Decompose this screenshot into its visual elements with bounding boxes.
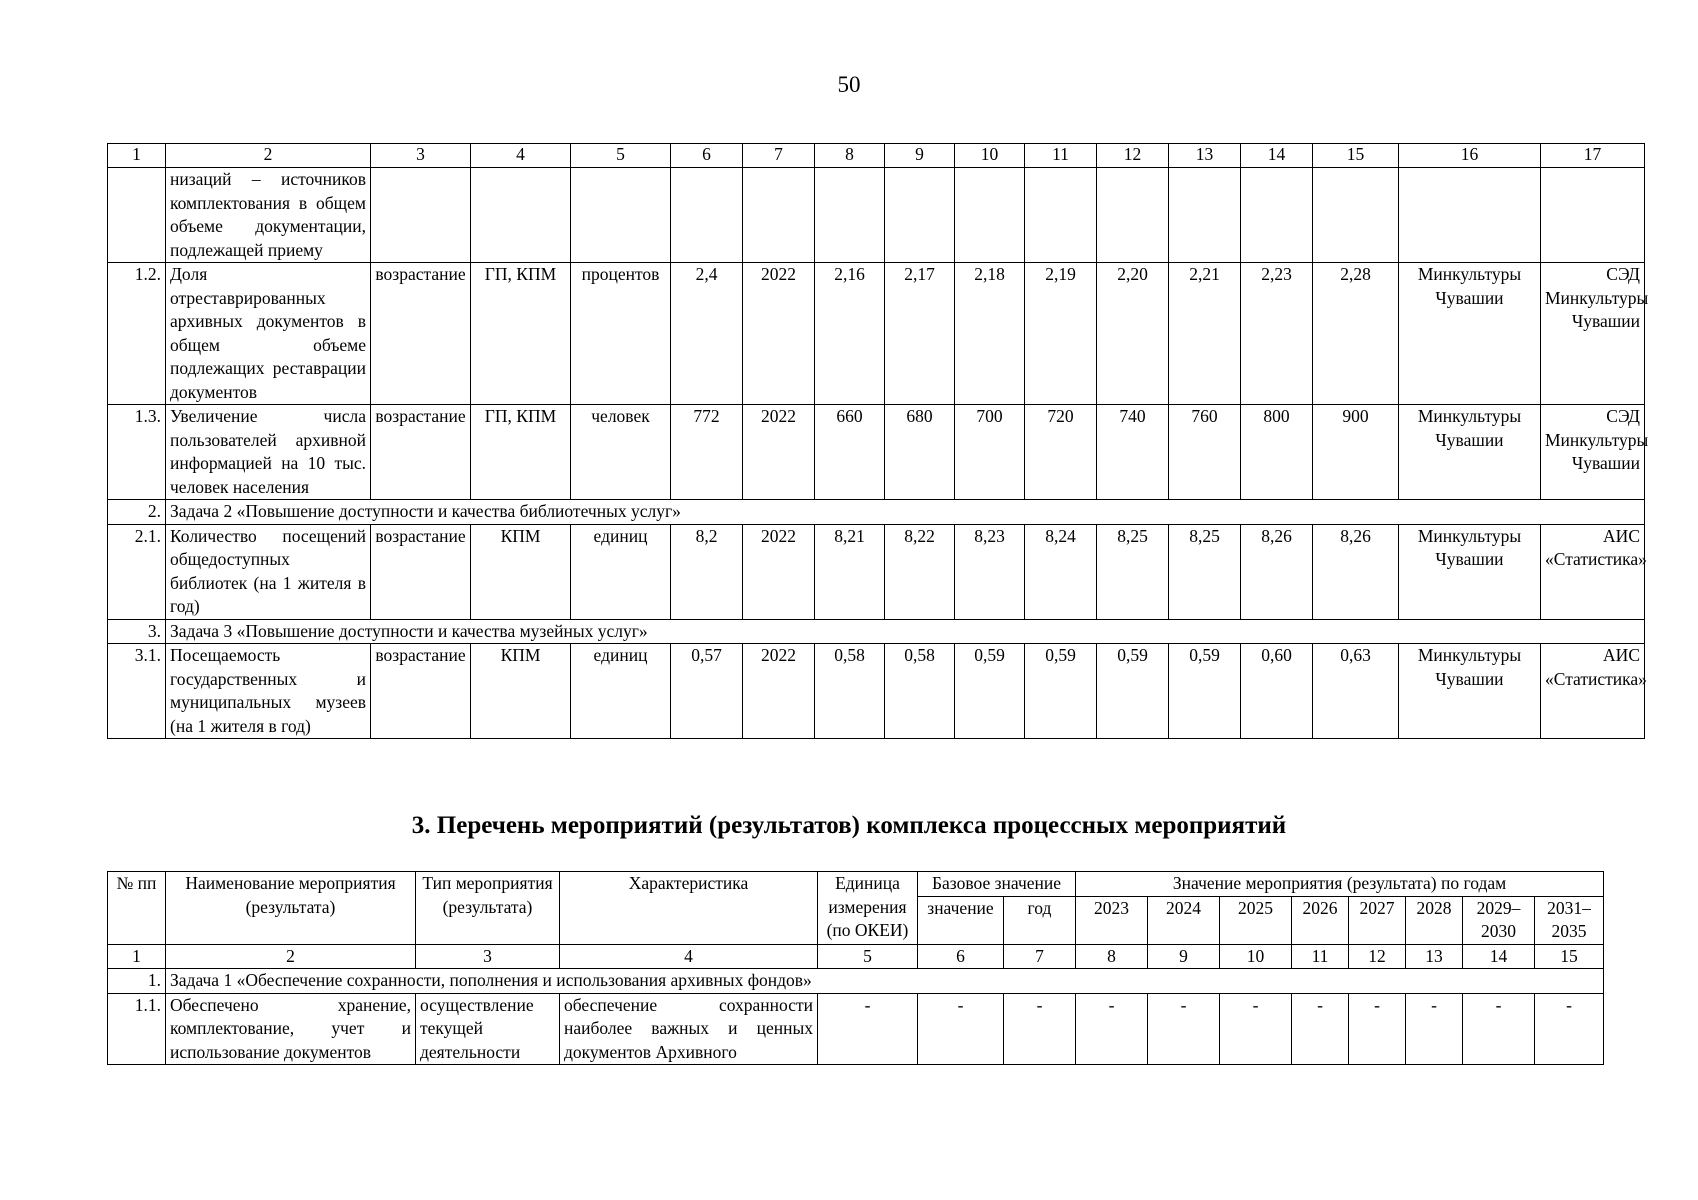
column-number: 1 [108, 144, 166, 168]
header-year: 2028 [1406, 896, 1463, 944]
empty-cell [371, 168, 471, 263]
task-number: 1. [108, 969, 166, 994]
column-number: 10 [1220, 944, 1292, 969]
unit: процентов [571, 263, 671, 405]
responsible: Минкультуры Чувашии [1399, 263, 1541, 405]
value-2031-2035: 2,28 [1313, 263, 1399, 405]
base-year: 2022 [743, 644, 815, 739]
measure-name: Обеспечено хранение, комплектование, учет и использование документов [166, 993, 416, 1065]
responsible: Минкультуры Чувашии [1399, 405, 1541, 500]
section-title: 3. Перечень мероприятий (результатов) комплекса процессных мероприятий [411, 812, 1287, 839]
value-cell: - [1076, 993, 1148, 1065]
column-number: 6 [671, 144, 743, 168]
value-cell: - [1220, 993, 1292, 1065]
empty-cell [1097, 168, 1169, 263]
header-year: 2023 [1076, 896, 1148, 944]
row-number [108, 168, 166, 263]
value-2026: 8,24 [1025, 524, 1097, 619]
task-number: 3. [108, 619, 166, 644]
level: КПМ [471, 524, 571, 619]
value-2028: 2,21 [1169, 263, 1241, 405]
column-number: 13 [1169, 144, 1241, 168]
header-number: № пп [108, 872, 166, 945]
value-2025: 700 [955, 405, 1025, 500]
empty-cell [1241, 168, 1313, 263]
header-year: 2024 [1148, 896, 1220, 944]
level: ГП, КПМ [471, 263, 571, 405]
task-title: Задача 3 «Повышение доступности и качества музейных услуг» [166, 619, 1645, 644]
value-2023: 2,16 [815, 263, 885, 405]
column-number: 12 [1349, 944, 1406, 969]
empty-cell [955, 168, 1025, 263]
column-number: 2 [166, 944, 416, 969]
indicators-table [107, 143, 1649, 739]
measure-type: осуществление текущей деятельности [416, 993, 560, 1065]
unit: единиц [571, 644, 671, 739]
indicator-row [108, 263, 1645, 405]
value-2029-2030: 800 [1241, 405, 1313, 500]
value-2026: 2,19 [1025, 263, 1097, 405]
empty-cell [815, 168, 885, 263]
column-number: 3 [416, 944, 560, 969]
responsible: Минкультуры Чувашии [1399, 644, 1541, 739]
column-number: 14 [1241, 144, 1313, 168]
value-2023: 0,58 [815, 644, 885, 739]
column-number: 17 [1541, 144, 1645, 168]
unit: человек [571, 405, 671, 500]
level: КПМ [471, 644, 571, 739]
value-2023: 8,21 [815, 524, 885, 619]
column-number: 6 [918, 944, 1004, 969]
value-2023: 660 [815, 405, 885, 500]
value-2024: 680 [885, 405, 955, 500]
column-number: 10 [955, 144, 1025, 168]
table2-task-row [108, 969, 1604, 994]
trend: возрастание [371, 405, 471, 500]
column-number: 7 [743, 144, 815, 168]
source: СЭД Минкультуры Чувашии [1541, 405, 1645, 500]
task-row [108, 619, 1645, 644]
header-type: Тип мероприятия (результата) [416, 872, 560, 945]
value-cell: - [818, 993, 918, 1065]
value-2029-2030: 2,23 [1241, 263, 1313, 405]
task-number: 2. [108, 500, 166, 525]
header-year: 2027 [1349, 896, 1406, 944]
value-cell: - [918, 993, 1004, 1065]
row-number: 1.3. [108, 405, 166, 500]
column-number: 1 [108, 944, 166, 969]
base-value: 8,2 [671, 524, 743, 619]
value-2031-2035: 900 [1313, 405, 1399, 500]
value-2025: 0,59 [955, 644, 1025, 739]
indicator-name: Увеличение числа пользователей архивной информацией на 10 тыс. человек населения [166, 405, 371, 500]
value-2028: 760 [1169, 405, 1241, 500]
value-cell: - [1406, 993, 1463, 1065]
base-value: 2,4 [671, 263, 743, 405]
header-name: Наименование мероприятия (результата) [166, 872, 416, 945]
value-2027: 8,25 [1097, 524, 1169, 619]
row-number: 1.2. [108, 263, 166, 405]
empty-cell [571, 168, 671, 263]
column-number: 3 [371, 144, 471, 168]
empty-cell [743, 168, 815, 263]
column-number: 4 [471, 144, 571, 168]
value-2029-2030: 8,26 [1241, 524, 1313, 619]
task-row [108, 500, 1645, 525]
value-2027: 2,20 [1097, 263, 1169, 405]
value-2027: 0,59 [1097, 644, 1169, 739]
indicator-row [108, 524, 1645, 619]
header-base: Базовое значение [918, 872, 1076, 897]
column-number: 5 [571, 144, 671, 168]
value-cell: - [1349, 993, 1406, 1065]
empty-cell [471, 168, 571, 263]
table1-column-numbers [108, 144, 1645, 168]
indicator-name: Количество посещений общедоступных библиотек (на 1 жителя в год) [166, 524, 371, 619]
column-number: 11 [1292, 944, 1349, 969]
column-number: 5 [818, 944, 918, 969]
base-value: 772 [671, 405, 743, 500]
source: АИС «Статистика» [1541, 644, 1645, 739]
source: АИС «Статистика» [1541, 524, 1645, 619]
header-characteristic: Характеристика [560, 872, 818, 945]
value-cell: - [1292, 993, 1349, 1065]
empty-cell [1541, 168, 1645, 263]
value-cell: - [1535, 993, 1604, 1065]
value-2028: 8,25 [1169, 524, 1241, 619]
column-number: 9 [885, 144, 955, 168]
value-cell: - [1004, 993, 1076, 1065]
indicator-row [108, 405, 1645, 500]
column-number: 15 [1313, 144, 1399, 168]
table2-column-numbers [108, 944, 1604, 969]
value-2031-2035: 8,26 [1313, 524, 1399, 619]
column-number: 11 [1025, 144, 1097, 168]
column-number: 2 [166, 144, 371, 168]
value-cell: - [1148, 993, 1220, 1065]
header-base-year: год [1004, 896, 1076, 944]
column-number: 8 [1076, 944, 1148, 969]
indicator-name: низаций – источников комплектования в общем объеме документации, подлежащей приему [166, 168, 371, 263]
empty-cell [885, 168, 955, 263]
base-year: 2022 [743, 405, 815, 500]
header-year: 2026 [1292, 896, 1349, 944]
row-number: 1.1. [108, 993, 166, 1065]
indicator-name: Посещаемость государственных и муниципальных музеев (на 1 жителя в год) [166, 644, 371, 739]
value-2024: 0,58 [885, 644, 955, 739]
header-year: 2029–2030 [1463, 896, 1535, 944]
trend: возрастание [371, 524, 471, 619]
header-year: 2025 [1220, 896, 1292, 944]
empty-cell [671, 168, 743, 263]
column-number: 16 [1399, 144, 1541, 168]
value-cell: - [1463, 993, 1535, 1065]
source: СЭД Минкультуры Чувашии [1541, 263, 1645, 405]
value-2024: 8,22 [885, 524, 955, 619]
trend: возрастание [371, 263, 471, 405]
column-number: 7 [1004, 944, 1076, 969]
base-year: 2022 [743, 263, 815, 405]
empty-cell [1313, 168, 1399, 263]
value-2029-2030: 0,60 [1241, 644, 1313, 739]
empty-cell [1025, 168, 1097, 263]
value-2024: 2,17 [885, 263, 955, 405]
base-year: 2022 [743, 524, 815, 619]
trend: возрастание [371, 644, 471, 739]
header-base-value: значение [918, 896, 1004, 944]
header-unit: Единица измерения (по ОКЕИ) [818, 872, 918, 945]
unit: единиц [571, 524, 671, 619]
column-number: 4 [560, 944, 818, 969]
value-2027: 740 [1097, 405, 1169, 500]
table1-continuation-row [108, 168, 1645, 263]
page-number: 50 [837, 72, 861, 97]
column-number: 12 [1097, 144, 1169, 168]
empty-cell [1169, 168, 1241, 263]
table2-row [108, 993, 1604, 1065]
column-number: 15 [1535, 944, 1604, 969]
value-2025: 8,23 [955, 524, 1025, 619]
value-2031-2035: 0,63 [1313, 644, 1399, 739]
base-value: 0,57 [671, 644, 743, 739]
value-2025: 2,18 [955, 263, 1025, 405]
value-2028: 0,59 [1169, 644, 1241, 739]
header-year: 2031–2035 [1535, 896, 1604, 944]
column-number: 13 [1406, 944, 1463, 969]
value-2026: 720 [1025, 405, 1097, 500]
measures-table [107, 871, 1604, 1065]
value-2026: 0,59 [1025, 644, 1097, 739]
indicator-row [108, 644, 1645, 739]
indicator-name: Доля отреставрированных архивных документов в общем объеме подлежащих реставрации документов [166, 263, 371, 405]
column-number: 14 [1463, 944, 1535, 969]
responsible: Минкультуры Чувашии [1399, 524, 1541, 619]
table2-header-row-1 [108, 872, 1604, 897]
header-values-by-year: Значение мероприятия (результата) по годам [1076, 872, 1604, 897]
column-number: 8 [815, 144, 885, 168]
task-title: Задача 1 «Обеспечение сохранности, пополнения и использования архивных фондов» [166, 969, 1604, 994]
row-number: 2.1. [108, 524, 166, 619]
row-number: 3.1. [108, 644, 166, 739]
measure-characteristic: обеспечение сохранности наиболее важных и ценных документов Архивного [560, 993, 818, 1065]
empty-cell [1399, 168, 1541, 263]
task-title: Задача 2 «Повышение доступности и качества библиотечных услуг» [166, 500, 1645, 525]
level: ГП, КПМ [471, 405, 571, 500]
column-number: 9 [1148, 944, 1220, 969]
